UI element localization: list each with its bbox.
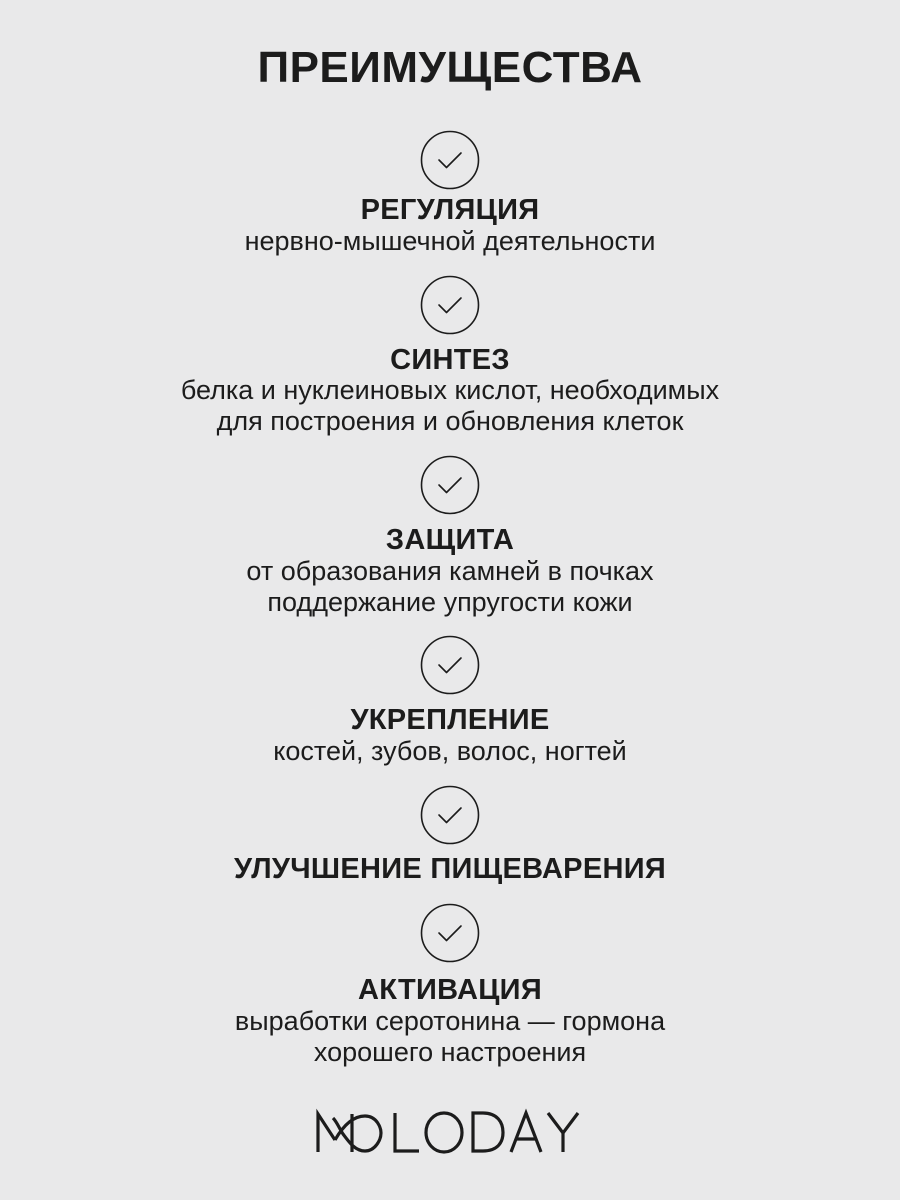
check-circle-icon (420, 785, 480, 845)
benefit-title-activation: АКТИВАЦИЯ (358, 974, 542, 1006)
benefit-description-line: поддержание упругости кожи (267, 587, 633, 617)
check-circle-icon (420, 903, 480, 963)
check-circle-icon (420, 635, 480, 695)
check-circle-icon (420, 455, 480, 515)
benefit-description-line: нервно-мышечной деятельности (244, 226, 656, 256)
benefit-title-strengthening: УКРЕПЛЕНИЕ (350, 704, 550, 736)
benefit-title-regulation: РЕГУЛЯЦИЯ (360, 194, 540, 226)
benefit-description-line: белка и нуклеиновых кислот, необходимых (180, 375, 720, 405)
page-title: ПРЕИМУЩЕСТВА (257, 43, 643, 92)
benefit-title-protection: ЗАЩИТА (385, 524, 515, 556)
benefit-title-digestion: УЛУЧШЕНИЕ ПИЩЕВАРЕНИЯ (233, 853, 666, 885)
benefit-description-line: костей, зубов, волос, ногтей (273, 736, 627, 766)
brand-logo (0, 1106, 900, 1158)
benefit-description-line: хорошего настроения (313, 1037, 587, 1067)
benefit-description-line: для построения и обновления клеток (216, 406, 684, 436)
check-circle-icon (420, 130, 480, 190)
benefit-description-line: от образования камней в почках (246, 556, 654, 586)
benefit-description-line: выработки серотонина — гормона (234, 1006, 666, 1036)
check-circle-icon (420, 275, 480, 335)
benefit-title-synthesis: СИНТЕЗ (390, 344, 510, 376)
